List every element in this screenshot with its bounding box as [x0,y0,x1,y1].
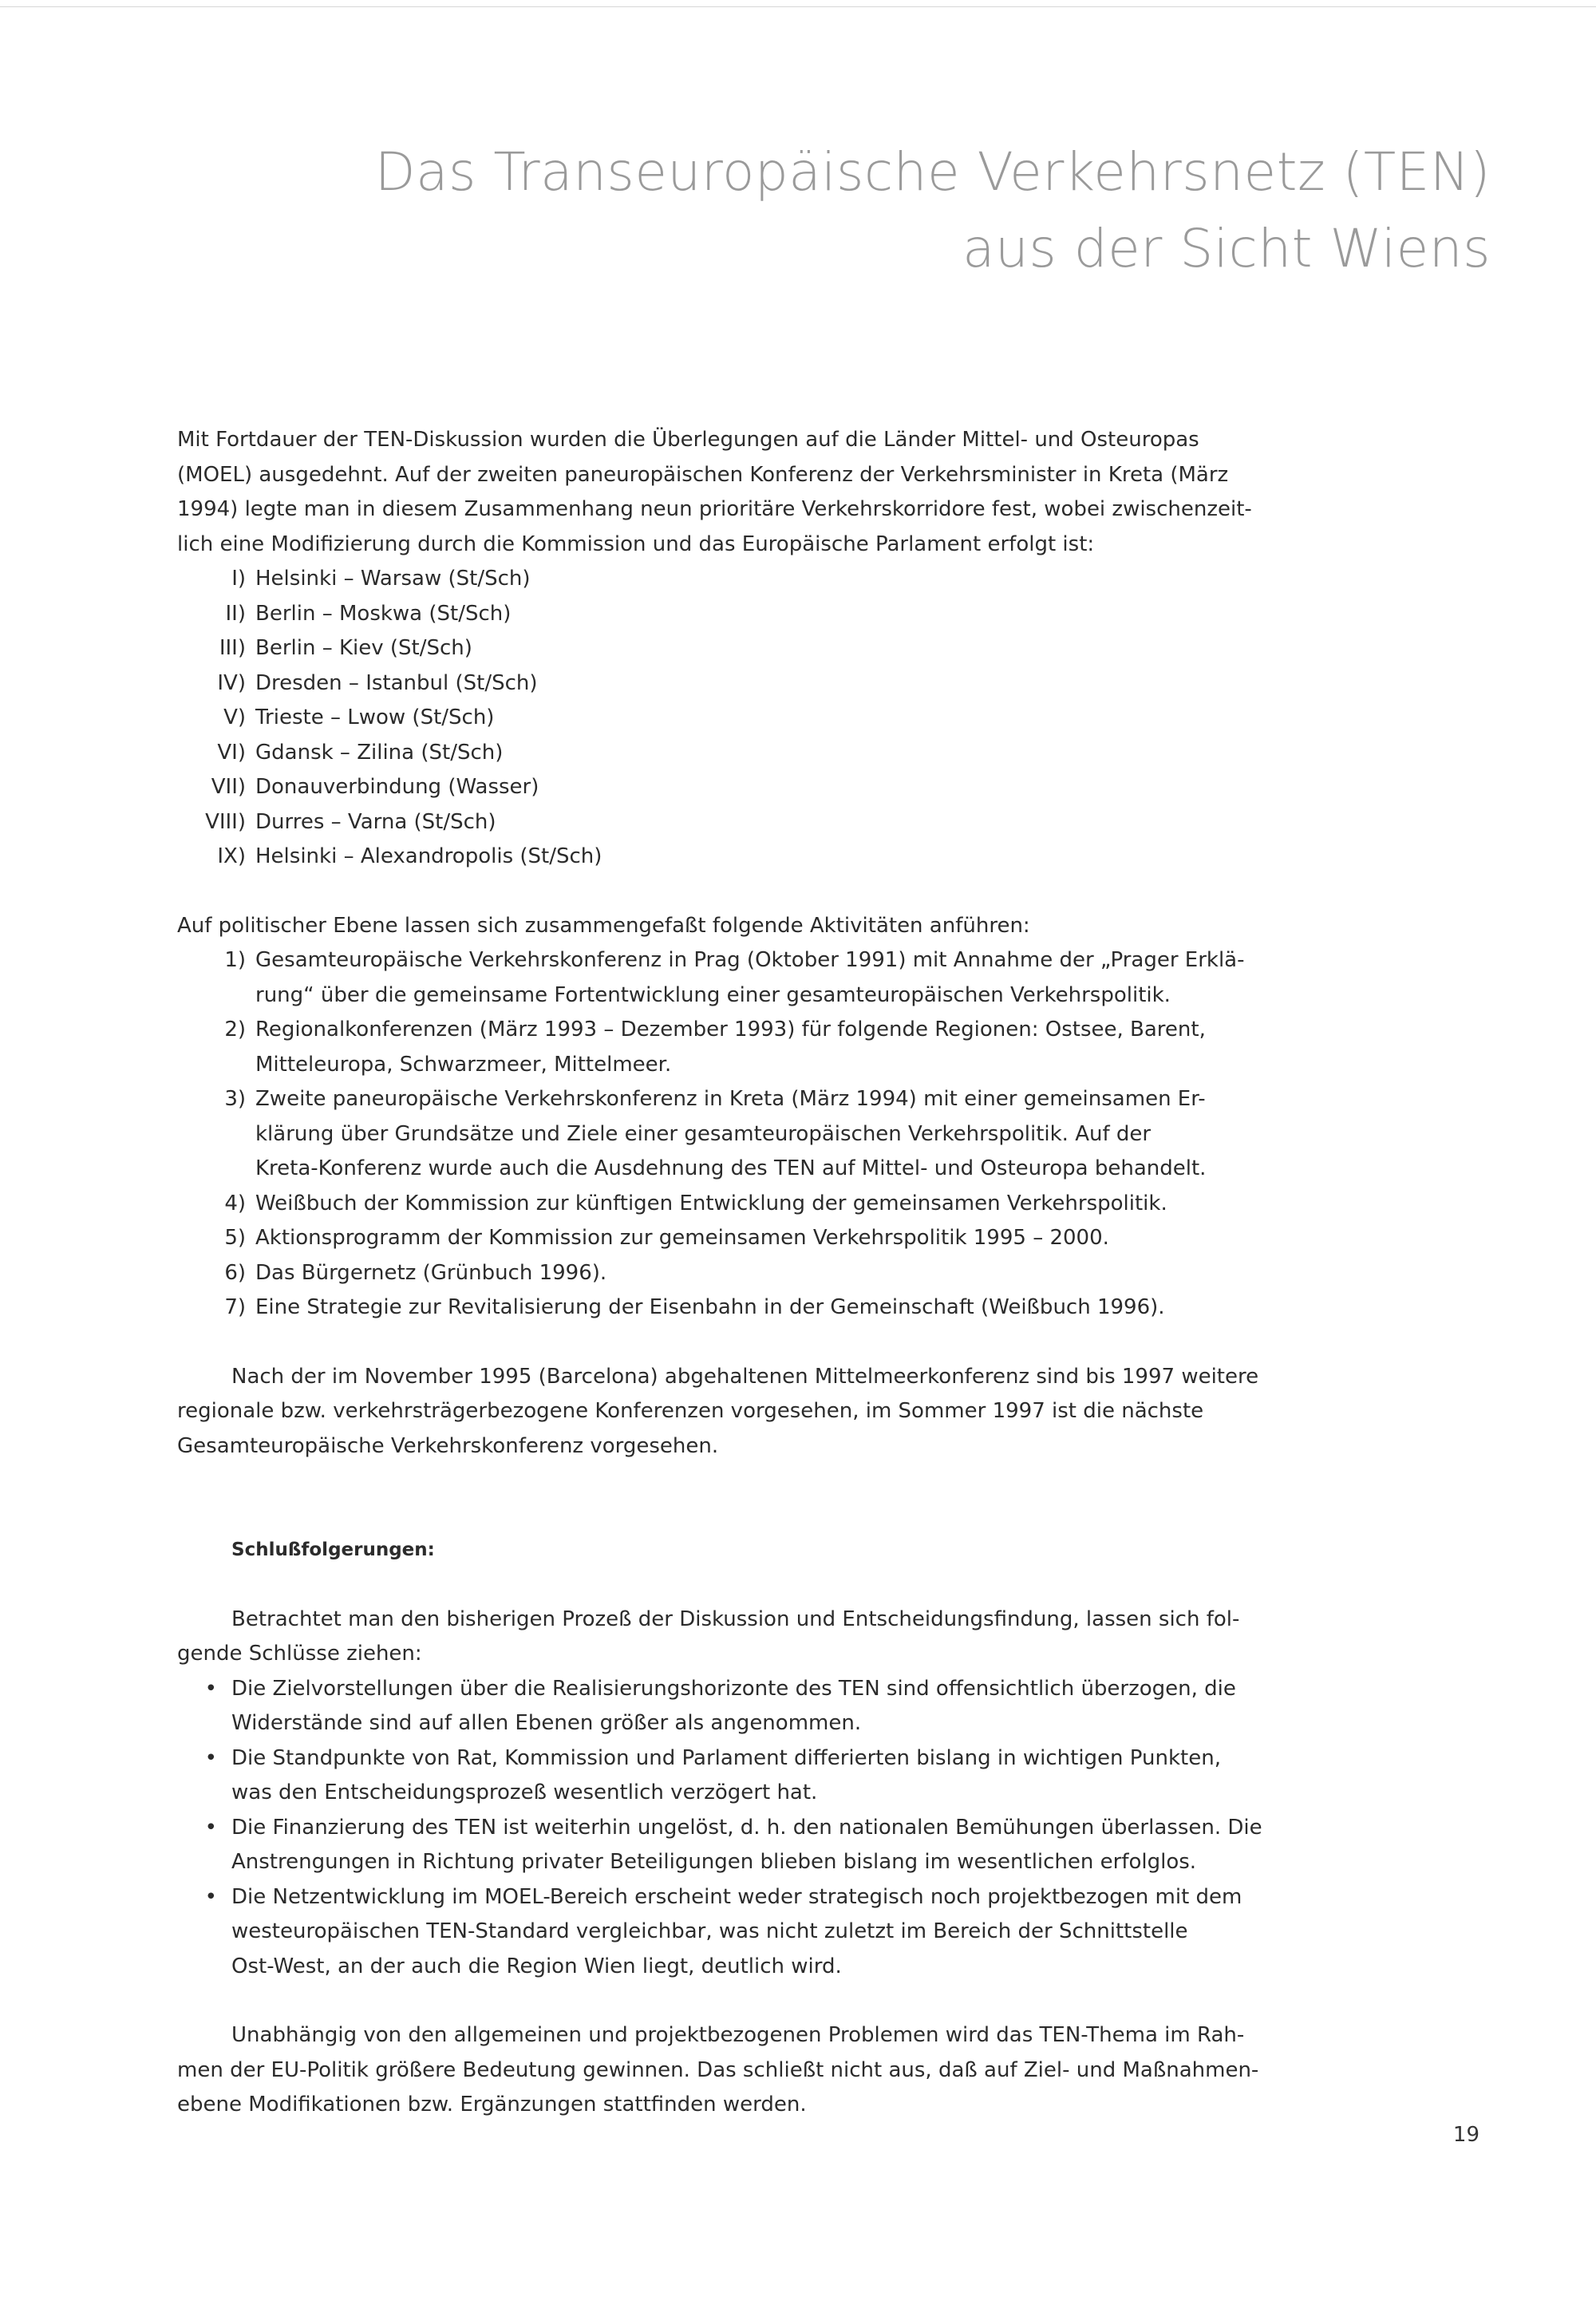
bullet-line: Die Netzentwicklung im MOEL-Bereich erscheint weder strategisch noch projektbezogen mit dem [231,1884,1242,1909]
activity-item [177,943,1266,1013]
activity-line: Gesamteuropäische Verkehrskonferenz in Prag (Oktober 1991) mit Annahme der „Prager Erklä- [255,948,1245,972]
after-line: Nach der im November 1995 (Barcelona) abgehaltenen Mittelmeerkonferenz sind bis 1997 weitere [231,1364,1259,1389]
activity-number: 5) [224,1226,246,1250]
corridor-text: Dresden – Istanbul (St/Sch) [255,670,538,695]
corridor-item [177,805,1266,840]
bullet-line: Ost-West, an der auch die Region Wien liegt, deutlich wird. [231,1954,842,1978]
corridor-text: Gdansk – Zilina (St/Sch) [255,740,504,765]
activity-line: klärung über Grundsätze und Ziele einer gesamteuropäischen Verkehrspolitik. Auf der [255,1121,1152,1146]
corridor-text: Helsinki – Alexandropolis (St/Sch) [255,844,602,868]
activity-number: 4) [224,1191,246,1215]
bullet-line: Die Standpunkte von Rat, Kommission und Parlament differierten bislang in wichtigen Punkten, [231,1745,1221,1770]
intro-line: lich eine Modifizierung durch die Kommission und das Europäische Parlament erfolgt ist: [177,532,1095,556]
corridor-item [177,736,1266,771]
activity-number: 7) [224,1295,246,1319]
corridor-text: Berlin – Kiev (St/Sch) [255,636,472,660]
bullet-line: westeuropäischen TEN-Standard vergleichbar, was nicht zuletzt im Bereich der Schnittstelle [231,1919,1188,1943]
activity-number: 3) [224,1087,246,1111]
corridor-item [177,770,1266,805]
activity-line: Regionalkonferenzen (März 1993 – Dezember 1993) für folgende Regionen: Ostsee, Barent, [255,1018,1206,1041]
after-line: Gesamteuropäische Verkehrskonferenz vorgesehen. [177,1433,719,1458]
activities-list [177,943,1266,1326]
activity-item [177,1256,1266,1291]
activity-line: Weißbuch der Kommission zur künftigen Entwicklung der gemeinsamen Verkehrspolitik. [255,1191,1167,1215]
corridor-item [177,631,1266,666]
bullet-line: Anstrengungen in Richtung privater Beteiligungen blieben bislang im wesentlichen erfolglos. [231,1850,1197,1874]
activity-item [177,1290,1266,1326]
page-number: 19 [1452,2123,1479,2147]
bullet-icon: • [204,1745,217,1770]
body-text [177,423,1266,2123]
corridor-number: VII) [211,775,246,799]
activity-line: rung“ über die gemeinsame Fortentwicklung einer gesamteuropäischen Verkehrspolitik. [255,982,1171,1007]
activity-item [177,1187,1266,1222]
conclusions-list [177,1672,1266,1985]
corridor-text: Trieste – Lwow (St/Sch) [255,705,495,729]
corridor-number: IV) [217,670,246,695]
after-line: regionale bzw. verkehrsträgerbezogene Konferenzen vorgesehen, im Sommer 1997 ist die nächste [177,1399,1204,1423]
corridor-list [177,562,1266,875]
corridor-number: III) [219,636,246,660]
closing-line: men der EU-Politik größere Bedeutung gewinnen. Das schließt nicht aus, daß auf Ziel- und Maßnahmen- [177,2057,1259,2082]
corridor-text: Helsinki – Warsaw (St/Sch) [255,567,531,591]
after-paragraph [177,1360,1266,1464]
conclusions-intro-line: gende Schlüsse ziehen: [177,1642,422,1666]
intro-paragraph [177,423,1266,562]
bullet-item [177,1741,1266,1811]
activity-line: Mitteleuropa, Schwarzmeer, Mittelmeer. [255,1052,672,1077]
corridor-item [177,666,1266,702]
closing-line: Unabhängig von den allgemeinen und projektbezogenen Problemen wird das TEN-Thema im Rah- [231,2023,1245,2047]
corridor-number: VIII) [205,809,246,834]
closing-line: ebene Modifikationen bzw. Ergänzungen stattfinden werden. [177,2093,807,2116]
activity-number: 1) [224,948,246,972]
activity-item [177,1013,1266,1082]
corridor-number: II) [225,601,246,626]
activity-line: Zweite paneuropäische Verkehrskonferenz in Kreta (März 1994) mit einer gemeinsamen Er- [255,1087,1206,1111]
bullet-icon: • [204,1884,217,1909]
activity-line: Eine Strategie zur Revitalisierung der Eisenbahn in der Gemeinschaft (Weißbuch 1996). [255,1295,1165,1319]
bullet-item [177,1880,1266,1985]
corridor-item [177,701,1266,736]
corridor-number: I) [231,567,246,591]
corridor-item [177,597,1266,632]
bullet-icon: • [204,1815,217,1840]
conclusions-heading: Schlußfolgerungen: [231,1539,435,1560]
conclusions-intro-line: Betrachtet man den bisherigen Prozeß der Diskussion und Entscheidungsfindung, lassen sich fol- [231,1607,1240,1631]
bullet-icon: • [204,1676,217,1701]
corridor-text: Durres – Varna (St/Sch) [255,809,496,834]
intro-line: Mit Fortdauer der TEN-Diskussion wurden die Überlegungen auf die Länder Mittel- und Osteuropas [177,428,1199,452]
activity-line: Aktionsprogramm der Kommission zur gemeinsamen Verkehrspolitik 1995 – 2000. [255,1226,1109,1250]
title-line-1: Das Transeuropäische Verkehrsnetz (TEN) [374,141,1491,203]
conclusions-intro [177,1603,1266,1672]
activity-line: Das Bürgernetz (Grünbuch 1996). [255,1260,607,1285]
closing-paragraph [177,2018,1266,2123]
activity-item [177,1082,1266,1187]
top-rule [0,6,1596,7]
activity-number: 2) [224,1018,246,1041]
corridor-text: Donauverbindung (Wasser) [255,775,539,799]
bullet-line: Widerstände sind auf allen Ebenen größer als angenommen. [231,1711,862,1735]
activity-item [177,1221,1266,1256]
intro-line: 1994) legte man in diesem Zusammenhang neun prioritäre Verkehrskorridore fest, wobei zwischenzeit- [177,497,1252,521]
corridor-number: IX) [217,844,246,868]
intro-line: (MOEL) ausgedehnt. Auf der zweiten paneuropäischen Konferenz der Verkehrsminister in Kreta (März [177,462,1229,487]
corridor-item [177,562,1266,597]
corridor-number: VI) [217,740,246,765]
title-line-2: aus der Sicht Wiens [962,218,1491,279]
bullet-item [177,1672,1266,1741]
bullet-line: Die Finanzierung des TEN ist weiterhin ungelöst, d. h. den nationalen Bemühungen überlassen. Die [231,1815,1262,1840]
corridor-number: V) [223,705,246,729]
activity-number: 6) [224,1260,246,1285]
corridor-text: Berlin – Moskwa (St/Sch) [255,601,512,626]
bullet-line: Die Zielvorstellungen über die Realisierungshorizonte des TEN sind offensichtlich überzogen, die [231,1676,1236,1701]
activity-line: Kreta-Konferenz wurde auch die Ausdehnung des TEN auf Mittel- und Osteuropa behandelt. [255,1156,1207,1180]
bullet-line: was den Entscheidungsprozeß wesentlich verzögert hat. [231,1781,818,1804]
corridor-item [177,840,1266,875]
activities-intro: Auf politischer Ebene lassen sich zusammengefaßt folgende Aktivitäten anführen: [177,913,1030,938]
page-title [375,134,1491,287]
bullet-item [177,1811,1266,1880]
